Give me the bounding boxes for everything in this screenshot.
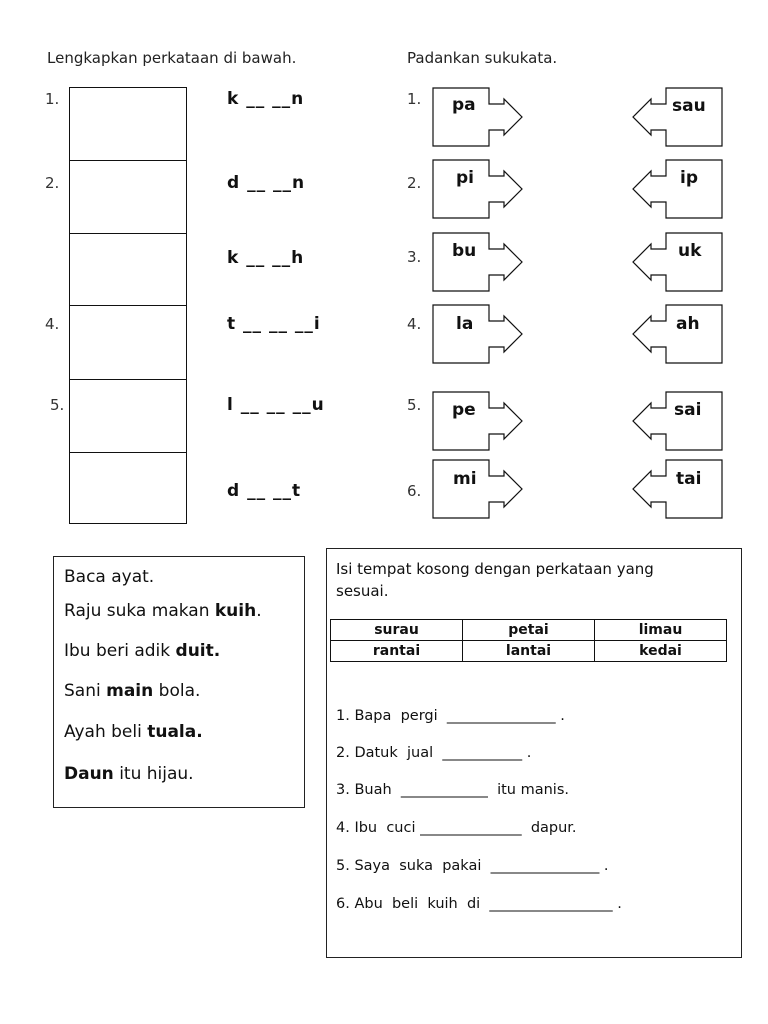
match-syllables-heading: Padankan sukukata.: [407, 49, 558, 67]
read-line: Sani main bola.: [64, 681, 201, 701]
left-syllable-tile: [432, 459, 552, 519]
incomplete-word: k __ __n: [227, 89, 305, 109]
word-bank-cell: lantai: [463, 641, 595, 662]
row-number: 6.: [407, 482, 422, 500]
incomplete-word: l __ __ __u: [227, 395, 325, 415]
left-syllable: la: [456, 314, 474, 334]
right-syllable: sai: [674, 400, 702, 420]
right-syllable: sau: [672, 96, 706, 116]
word-bank-cell: limau: [595, 620, 727, 641]
right-syllable: tai: [676, 469, 702, 489]
fill-sentence: 3. Buah ____________ itu manis.: [336, 782, 569, 798]
row-number: 5.: [407, 396, 422, 414]
left-syllable-tile: [432, 232, 552, 292]
left-syllable: mi: [453, 469, 477, 489]
fill-blanks-panel: [326, 548, 742, 958]
read-line: Raju suka makan kuih.: [64, 601, 262, 621]
read-line: Ibu beri adik duit.: [64, 641, 221, 661]
left-syllable-tile: [432, 87, 552, 147]
picture-box: [69, 233, 187, 306]
word-bank-cell: surau: [331, 620, 463, 641]
row-number: 3.: [407, 248, 422, 266]
item-number: 4.: [45, 315, 60, 333]
picture-box: [69, 87, 187, 161]
fill-sentence: 4. Ibu cuci ______________ dapur.: [336, 820, 577, 836]
left-syllable: pi: [456, 168, 474, 188]
left-syllable-tile: [432, 304, 552, 364]
left-syllable: pe: [452, 400, 476, 420]
fill-sentence: 1. Bapa pergi _______________ .: [336, 708, 565, 724]
right-syllable-tile: [632, 459, 752, 519]
left-syllable: bu: [452, 241, 477, 261]
picture-box: [69, 452, 187, 524]
picture-box: [69, 305, 187, 380]
word-bank-row: [331, 641, 727, 662]
read-line: Baca ayat.: [64, 567, 155, 587]
right-syllable: ah: [676, 314, 700, 334]
item-number: 5.: [50, 396, 65, 414]
complete-words-heading: Lengkapkan perkataan di bawah.: [47, 49, 297, 67]
fill-sentence: 6. Abu beli kuih di _________________ .: [336, 896, 622, 912]
left-syllable-tile: [432, 391, 552, 451]
word-bank-cell: petai: [463, 620, 595, 641]
word-bank-cell: kedai: [595, 641, 727, 662]
incomplete-word: t __ __ __i: [227, 314, 321, 334]
fill-instruction: Isi tempat kosong dengan perkataan yang sesuai.: [336, 560, 654, 600]
left-syllable: pa: [452, 95, 476, 115]
row-number: 1.: [407, 90, 422, 108]
right-syllable: uk: [678, 241, 702, 261]
word-bank-table: [330, 619, 727, 662]
row-number: 2.: [407, 174, 422, 192]
left-syllable-tile: [432, 159, 552, 219]
fill-sentence: 2. Datuk jual ___________ .: [336, 745, 532, 761]
picture-box: [69, 160, 187, 234]
read-line: Daun itu hijau.: [64, 764, 194, 784]
item-number: 1.: [45, 90, 60, 108]
picture-box: [69, 379, 187, 453]
row-number: 4.: [407, 315, 422, 333]
fill-sentence: 5. Saya suka pakai _______________ .: [336, 858, 609, 874]
item-number: 2.: [45, 174, 60, 192]
right-syllable: ip: [680, 168, 698, 188]
word-bank-row: [331, 620, 727, 641]
read-sentences-panel: [53, 556, 305, 808]
read-line: Ayah beli tuala.: [64, 722, 203, 742]
right-syllable-tile: [632, 304, 752, 364]
incomplete-word: d __ __n: [227, 173, 306, 193]
incomplete-word: d __ __t: [227, 481, 302, 501]
incomplete-word: k __ __h: [227, 248, 305, 268]
word-bank-cell: rantai: [331, 641, 463, 662]
